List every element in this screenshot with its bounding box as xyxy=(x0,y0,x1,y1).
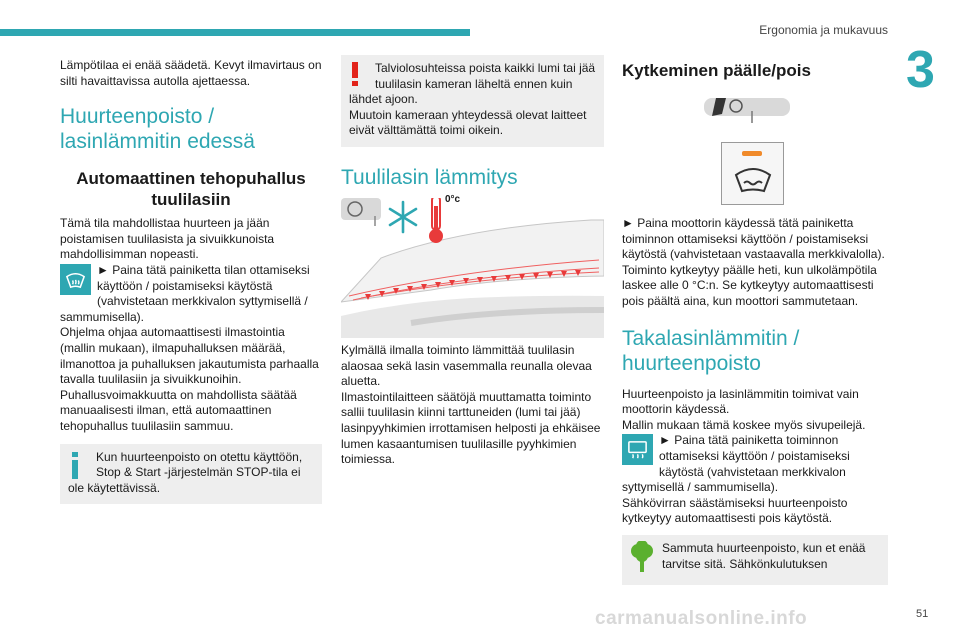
eco-note-text: Sammuta huurteenpoisto, kun et enää tarvitse sitä. Sähkönkulutuksen xyxy=(662,540,866,571)
para-switch-2: Toiminto kytkeytyy päälle heti, kun ulkolämpötila laskee alle 0 °C:n. Se kytkeytyy automaattisesti pois päältä aina, kun moottori sammutetaan. xyxy=(622,262,877,308)
warning-note-text-2: Muutoin kameraan yhteydessä olevat laitteet eivät välttämättä toimi oikein. xyxy=(349,107,587,138)
rear-screen-defrost-button-icon xyxy=(622,434,653,465)
info-note xyxy=(60,444,322,505)
windscreen-heating-button xyxy=(721,142,784,205)
para-program: Ohjelma ohjaa automaattisesti ilmastointia (mallin mukaan), ilmapuhalluksen määrää, ilmanottoa ja puhalluksen jakautumista parhaalla tavalla tuulilasiin ja sivuikkunoihin. xyxy=(60,325,319,387)
chapter-number: 3 xyxy=(906,41,935,99)
temperature-label: 0°c xyxy=(445,193,461,205)
intro-text: Lämpötilaa ei enää säädetä. Kevyt ilmavirtaus on silti havaittavissa autolla ajettaessa. xyxy=(60,58,322,88)
thermometer-icon xyxy=(429,198,443,243)
heading-rear-defrost: Takalasinlämmitin / huurteenpoisto xyxy=(622,326,800,375)
rear-press-instruction xyxy=(622,433,888,495)
rear-press-text: ► Paina tätä painiketta toiminnon ottamiseksi käyttöön / poistamiseksi käytöstä (vahvistetaan merkkivalon syttymisellä / sammumisella). xyxy=(622,433,850,495)
heading-windscreen-heating: Tuulilasin lämmitys xyxy=(341,165,518,189)
windscreen-heating-illustration xyxy=(341,193,604,338)
eco-note xyxy=(622,535,888,585)
para-switch-1: ► Paina moottorin käydessä tätä painiketta toiminnon ottamiseksi käyttöön / poistamiseksi käytöstä (vahvistetaan vastaavalla merkkivalolla). xyxy=(622,216,885,262)
warning-note-text: Talviolosuhteissa poista kaikki lumi tai jää tuulilasin kameran läheltä ennen kuin lähdet ajoon. xyxy=(349,61,596,107)
snowflake-icon xyxy=(390,202,416,232)
warning-icon xyxy=(349,61,369,87)
heading-front-defrost: Huurteenpoisto / lasinlämmitin edessä xyxy=(60,105,255,154)
para-rear-2: Mallin mukaan tämä koskee myös sivupeilejä. xyxy=(622,417,866,432)
steering-wheel-illustration xyxy=(622,97,888,127)
subheading-auto-boost: Automaattinen tehopuhallus tuulilasiin xyxy=(76,169,306,210)
press-instruction xyxy=(60,263,322,325)
info-icon xyxy=(68,450,90,480)
top-accent-bar xyxy=(0,29,470,36)
para-heating-1: Kylmällä ilmalla toiminto lämmittää tuulilasin alaosaa sekä lasin vasemmalla reunalla olevaa aluetta. xyxy=(341,342,592,389)
watermark: carmanualsonline.info xyxy=(595,608,808,629)
para-auto-boost: Tämä tila mahdollistaa huurteen ja jään poistamisen tuulilasista ja sivuikkunoista mahdollisimman nopeasti. xyxy=(60,216,275,262)
column-1 xyxy=(60,58,322,504)
heading-switch-on-off: Kytkeminen päälle/pois xyxy=(622,61,811,80)
indicator-light xyxy=(742,151,762,156)
warning-note xyxy=(341,55,604,147)
para-heating-2: Ilmastointilaitteen säätöjä muuttamatta toiminto sallii tuulilasin kiinni tarttuneiden (lumi tai jää) lasinpyyhkimien irrottamisen helposti ja ehkäisee lumen kasaantumisen tuulilasille pyyhkimien toimiessa. xyxy=(341,389,601,467)
info-note-text: Kun huurteenpoisto on otettu käyttöön, Stop & Start -järjestelmän STOP-tila ei ole käytettävissä. xyxy=(68,449,303,495)
press-text: ► Paina tätä painiketta tilan ottamiseksi käyttöön / poistamiseksi käytöstä (vahvistetaan merkkivalon syttymisellä / sammumisella). xyxy=(60,262,310,324)
column-2 xyxy=(341,58,604,468)
para-rear-1: Huurteenpoisto ja lasinlämmitin toimivat vain moottorin käydessä. xyxy=(622,386,859,417)
section-header: Ergonomia ja mukavuus xyxy=(759,23,888,37)
column-3 xyxy=(622,58,888,585)
windscreen-max-defrost-button-icon xyxy=(60,264,91,295)
heated-windscreen-icon xyxy=(733,163,773,195)
para-rear-3: Sähkövirran säästämiseksi huurteenpoisto kytkeytyy automaattisesti pois käytöstä. xyxy=(622,495,848,526)
para-fan-speed: Puhallusvoimakkuutta on mahdollista säätää manuaalisesti ilman, että automaattinen tehopuhallus tuulilasiin sammuu. xyxy=(60,387,297,433)
eco-tree-icon xyxy=(630,541,656,571)
page-number: 51 xyxy=(916,608,929,620)
